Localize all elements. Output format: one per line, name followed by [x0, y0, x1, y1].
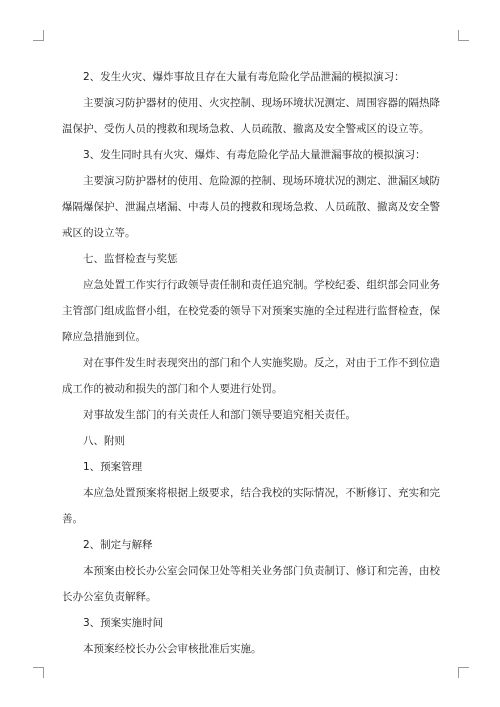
paragraph-rewards: 对在事件发生时表现突出的部门和个人实施奖励。反之，对由于工作不到位造成工作的被动和损失的部门和个人要进行处罚。 [62, 357, 440, 395]
paragraph-item-3-body: 主要演习防护器材的使用、危险源的控制、现场环境状况的测定、泄漏区域防爆隔爆保护、泄漏点堵漏、中毒人员的搜救和现场急救、人员疏散、撤离及安全警戒区的设立等。 [62, 175, 440, 239]
paragraph-item-3-heading: 3、发生同时具有火灾、爆炸、有毒危险化学品大量泄漏事故的模拟演习： [83, 149, 426, 161]
subheading-formulation: 2、制定与解释 [83, 539, 153, 551]
paragraph-supervision-body: 应急处置工作实行行政领导责任制和责任追究制。学校纪委、组织部会同业务主管部门组成监督小组，在校党委的领导下对预案实施的全过程进行监督检查，保障应急措施到位。 [62, 279, 440, 343]
crop-mark-top-right [458, 30, 469, 41]
section-heading-supervision: 七、监督检查与奖惩 [83, 253, 178, 265]
subheading-plan-management: 1、预案管理 [83, 461, 143, 473]
paragraph-accountability: 对事故发生部门的有关责任人和部门领导要追究相关责任。 [83, 409, 356, 421]
crop-mark-bottom-right [458, 667, 469, 678]
paragraph-item-2-body: 主要演习防护器材的使用、火灾控制、现场环境状况测定、周围容器的隔热降温保护、受伤人员的搜救和现场急救、人员疏散、撤离及安全警戒区的设立等。 [62, 97, 440, 135]
document-body [62, 64, 440, 662]
paragraph-formulation: 本预案由校长办公室会同保卫处等相关业务部门负责制订、修订和完善，由校长办公室负责解释。 [62, 565, 440, 603]
crop-mark-bottom-left [33, 667, 44, 678]
paragraph-plan-management: 本应急处置预案将根据上级要求，结合我校的实际情况，不断修订、充实和完善。 [62, 487, 440, 525]
subheading-implementation-time: 3、预案实施时间 [83, 617, 164, 629]
section-heading-appendix: 八、附则 [83, 435, 125, 447]
paragraph-implementation-time: 本预案经校长办公会审核批准后实施。 [83, 643, 262, 655]
paragraph-item-2-heading: 2、发生火灾、爆炸事故且存在大量有毒危险化学品泄漏的模拟演习： [83, 71, 405, 83]
crop-mark-top-left [33, 30, 44, 41]
